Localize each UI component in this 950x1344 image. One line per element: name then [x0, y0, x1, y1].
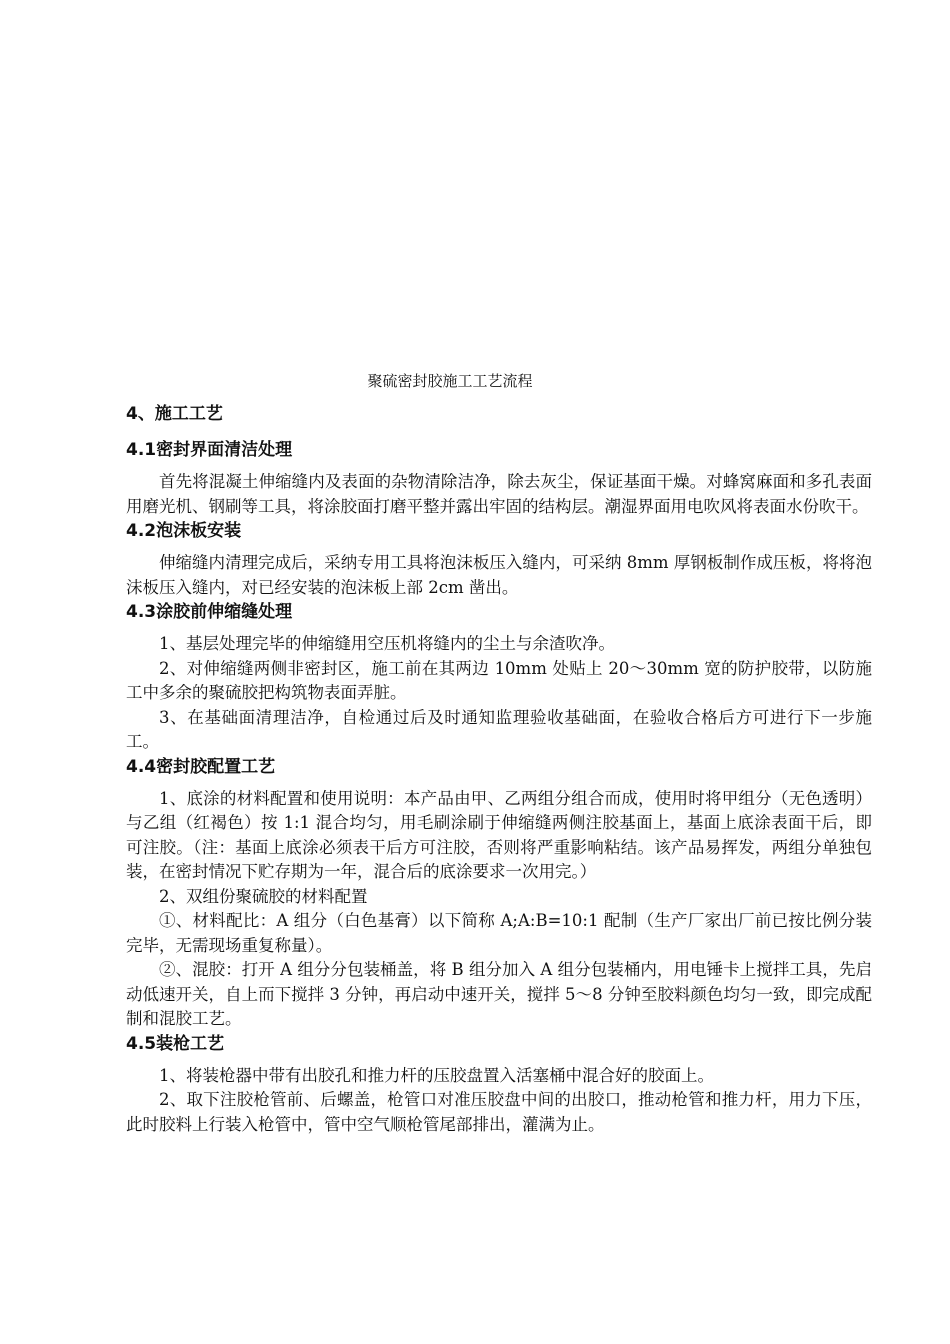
paragraph: 2、双组份聚硫胶的材料配置 — [159, 886, 368, 906]
document-body — [126, 402, 872, 1137]
paragraph: ①、材料配比：A 组分（白色基膏）以下简称 A;A:B=10:1 配制（生产厂家出厂前已按比例分装完毕，无需现场重复称量）。 — [126, 911, 872, 955]
paragraph: ②、混胶：打开 A 组分分包装桶盖，将 B 组分加入 A 组分包装桶内，用电锤卡上搅拌工具，先启动低速开关，自上而下搅拌 3 分钟，再启动中速开关，搅拌 5～8 分钟至胶料颜色均匀一致，即完成配制和混胶工艺。 — [126, 960, 872, 1028]
paragraph: 3、在基础面清理洁净，自检通过后及时通知监理验收基础面，在验收合格后方可进行下一步施工。 — [126, 707, 872, 751]
section-heading: 4.3涂胶前伸缩缝处理 — [126, 602, 293, 622]
section-heading: 4.2泡沫板安装 — [126, 521, 242, 541]
paragraph: 2、取下注胶枪管前、后螺盖，枪管口对准压胶盘中间的出胶口，推动枪管和推力杆，用力下压，此时胶料上行装入枪管中，管中空气顺枪管尾部排出，灌满为止。 — [126, 1090, 872, 1134]
paragraph: 1、将装枪器中带有出胶孔和推力杆的压胶盘置入活塞桶中混合好的胶面上。 — [159, 1065, 714, 1085]
paragraph: 1、基层处理完毕的伸缩缝用空压机将缝内的尘土与余渣吹净。 — [159, 634, 615, 653]
figure-caption: 聚硫密封胶施工工艺流程 — [367, 372, 533, 390]
main-heading: 4、施工工艺 — [126, 404, 223, 424]
paragraph: 伸缩缝内清理完成后，采纳专用工具将泡沫板压入缝内，可采纳 8mm 厚钢板制作成压板，将将泡沫板压入缝内，对已经安装的泡沫板上部 2cm 凿出。 — [126, 553, 872, 597]
paragraph: 1、底涂的材料配置和使用说明：本产品由甲、乙两组分组合而成，使用时将甲组分（无色透明）与乙组（红褐色）按 1:1 混合均匀，用毛刷涂刷于伸缩缝两侧注胶基面上，基面上底涂表面干后，即可注胶。（注：基面上底涂必须表干后方可注胶，否则将严重影响粘结。该产品易挥发，两组分单独包装，在密封情况下贮存期为一年，混合后的底涂要求一次用完。） — [126, 788, 872, 881]
paragraph: 2、对伸缩缝两侧非密封区，施工前在其两边 10mm 处贴上 20～30mm 宽的防护胶带，以防施工中多余的聚硫胶把构筑物表面弄脏。 — [126, 658, 872, 702]
section-heading: 4.1密封界面清洁处理 — [126, 440, 293, 460]
paragraph: 首先将混凝土伸缩缝内及表面的杂物清除洁净，除去灰尘，保证基面干燥。对蜂窝麻面和多孔表面用磨光机、钢刷等工具，将涂胶面打磨平整并露出牢固的结构层。潮湿界面用电吹风将表面水份吹干。 — [126, 472, 872, 516]
section-heading: 4.4密封胶配置工艺 — [126, 756, 276, 777]
section-heading: 4.5装枪工艺 — [126, 1033, 225, 1054]
